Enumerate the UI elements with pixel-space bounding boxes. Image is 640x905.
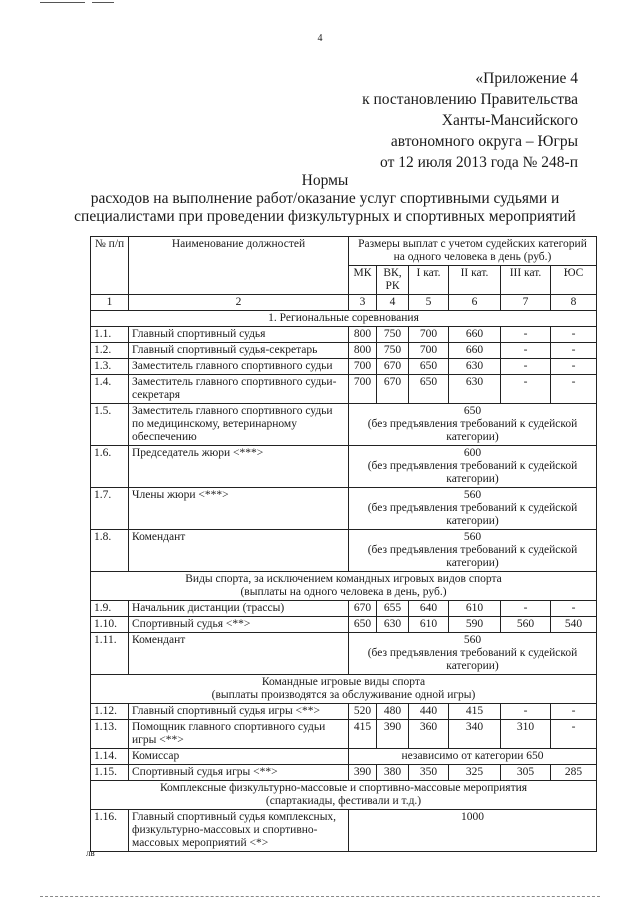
cell-value: 750 (377, 343, 409, 359)
table-row (91, 404, 597, 446)
header-col-iii: III кат. (501, 266, 551, 295)
section-line: Комплексные физкультурно-массовые и спортивно-массовые мероприятия (159, 782, 528, 794)
amount-note: (без предъявления требований к судейской категории) (367, 647, 578, 672)
row-num: 1.2. (91, 343, 129, 359)
row-name: Заместитель главного спортивного судьи (129, 359, 349, 375)
row-name: Спортивный судья <**> (129, 617, 349, 633)
table-row (91, 810, 597, 852)
cell-value: - (551, 704, 597, 720)
cell-value: - (501, 704, 551, 720)
section-line: (спартакиады, фестивали и т.д.) (265, 795, 422, 807)
cell-value: - (501, 359, 551, 375)
row-num: 1.15. (91, 765, 129, 781)
cell-value: 800 (349, 327, 377, 343)
cell-value: 340 (449, 720, 501, 749)
section-title: 1. Региональные соревнования (91, 311, 597, 327)
merged-amount-cell (349, 404, 597, 446)
table-row (91, 530, 597, 572)
annex-block (258, 68, 578, 173)
annex-line: Ханты-Мансийского (441, 112, 578, 129)
annex-line: от 12 июля 2013 года № 248-п (380, 154, 578, 171)
cell-value: 610 (449, 601, 501, 617)
cell-value: 660 (449, 327, 501, 343)
cell-value: 660 (449, 343, 501, 359)
section-line: Виды спорта, за исключением командных игровых видов спорта (185, 573, 502, 585)
cell-value: 630 (449, 359, 501, 375)
amount: 560 (463, 489, 482, 501)
amount: 1000 (349, 810, 597, 852)
amount: независимо от категории 650 (349, 749, 597, 765)
table-row (91, 704, 597, 720)
table-row (91, 765, 597, 781)
row-num: 1.12. (91, 704, 129, 720)
cell-value: - (501, 343, 551, 359)
row-num: 1.13. (91, 720, 129, 749)
row-num: 1.4. (91, 375, 129, 404)
cell-value: 350 (409, 765, 449, 781)
header-col-yus: ЮС (551, 266, 597, 295)
amount: 600 (463, 447, 482, 459)
cell-value: 540 (551, 617, 597, 633)
amount-note: (без предъявления требований к судейской категории) (367, 502, 578, 527)
section-row (91, 675, 597, 704)
cell-value: 700 (349, 359, 377, 375)
section-title (91, 675, 597, 704)
table-row (91, 343, 597, 359)
merged-amount-cell (349, 488, 597, 530)
cell-value: 750 (377, 327, 409, 343)
colnum: 5 (409, 295, 449, 311)
row-name: Помощник главного спортивного судьи игры <**> (129, 720, 349, 749)
cell-value: 520 (349, 704, 377, 720)
row-name: Комендант (129, 530, 349, 572)
row-num: 1.14. (91, 749, 129, 765)
cell-value: - (551, 343, 597, 359)
row-num: 1.7. (91, 488, 129, 530)
cell-value: 610 (409, 617, 449, 633)
cell-value: - (501, 327, 551, 343)
table-row (91, 617, 597, 633)
colnum: 1 (91, 295, 129, 311)
section-title (91, 781, 597, 810)
cell-value: 305 (501, 765, 551, 781)
footer-mark: лв (86, 848, 95, 858)
table-row (91, 720, 597, 749)
header-col-i: I кат. (409, 266, 449, 295)
table-row (91, 375, 597, 404)
colnum: 7 (501, 295, 551, 311)
scan-edge-line (40, 896, 600, 897)
row-num: 1.8. (91, 530, 129, 572)
section-line: (выплаты производятся за обслуживание одной игры) (211, 689, 476, 701)
amount: 560 (463, 531, 482, 543)
row-name: Заместитель главного спортивного судьи по медицинскому, ветеринарному обеспечению (129, 404, 349, 446)
section-title (91, 572, 597, 601)
amount-note: (без предъявления требований к судейской категории) (367, 418, 578, 443)
table-row (91, 446, 597, 488)
section-row (91, 781, 597, 810)
amount-note: (без предъявления требований к судейской категории) (367, 544, 578, 569)
column-numbers-row (91, 295, 597, 311)
header-col-vk: ВК, РК (377, 266, 409, 295)
cell-value: - (551, 375, 597, 404)
row-num: 1.1. (91, 327, 129, 343)
amount: 650 (463, 405, 482, 417)
row-name: Председатель жюри <***> (129, 446, 349, 488)
header-col-mk: МК (349, 266, 377, 295)
scan-edge-line (92, 2, 114, 3)
merged-amount-cell (349, 530, 597, 572)
annex-line: к постановлению Правительства (362, 91, 578, 108)
row-num: 1.11. (91, 633, 129, 675)
cell-value: 390 (377, 720, 409, 749)
section-line: (выплаты на одного человека в день, руб.) (240, 586, 447, 598)
cell-value: - (551, 327, 597, 343)
cell-value: 560 (501, 617, 551, 633)
table-row (91, 633, 597, 675)
cell-value: 630 (449, 375, 501, 404)
merged-amount-cell (349, 633, 597, 675)
cell-value: 650 (409, 375, 449, 404)
colnum: 8 (551, 295, 597, 311)
table-row (91, 488, 597, 530)
cell-value: 650 (409, 359, 449, 375)
section-row (91, 572, 597, 601)
row-name: Комиссар (129, 749, 349, 765)
title-line: специалистами при проведении физкультурных и спортивных мероприятий (74, 208, 576, 225)
cell-value: 415 (449, 704, 501, 720)
page-number: 4 (317, 33, 323, 44)
cell-value: 670 (377, 359, 409, 375)
document-title (60, 172, 590, 226)
title-line: расходов на выполнение работ/оказание услуг спортивными судьями и (90, 190, 560, 207)
header-num: № п/п (91, 237, 129, 295)
colnum: 2 (129, 295, 349, 311)
row-name: Главный спортивный судья игры <**> (129, 704, 349, 720)
annex-line: «Приложение 4 (475, 70, 578, 87)
cell-value: 415 (349, 720, 377, 749)
cell-value: 380 (377, 765, 409, 781)
cell-value: 310 (501, 720, 551, 749)
row-name: Начальник дистанции (трассы) (129, 601, 349, 617)
row-num: 1.10. (91, 617, 129, 633)
header-name: Наименование должностей (129, 237, 349, 295)
norms-table (90, 236, 597, 852)
cell-value: - (551, 601, 597, 617)
row-num: 1.16. (91, 810, 129, 852)
row-name: Главный спортивный судья (129, 327, 349, 343)
cell-value: - (501, 375, 551, 404)
cell-value: 360 (409, 720, 449, 749)
cell-value: 700 (409, 343, 449, 359)
header-payments: Размеры выплат с учетом судейских категорий на одного человека в день (руб.) (349, 237, 597, 266)
section-row (91, 311, 597, 327)
merged-amount-cell (349, 446, 597, 488)
scan-edge-line (40, 2, 85, 3)
header-col-ii: II кат. (449, 266, 501, 295)
row-num: 1.5. (91, 404, 129, 446)
row-name: Комендант (129, 633, 349, 675)
row-name: Заместитель главного спортивного судьи-секретаря (129, 375, 349, 404)
colnum: 6 (449, 295, 501, 311)
table-row (91, 601, 597, 617)
header-row (91, 237, 597, 266)
amount-note: (без предъявления требований к судейской категории) (367, 460, 578, 485)
cell-value: - (551, 720, 597, 749)
cell-value: 670 (349, 601, 377, 617)
cell-value: 650 (349, 617, 377, 633)
row-num: 1.3. (91, 359, 129, 375)
cell-value: 700 (349, 375, 377, 404)
cell-value: 325 (449, 765, 501, 781)
section-line: Командные игровые виды спорта (261, 676, 426, 688)
row-name: Главный спортивный судья-секретарь (129, 343, 349, 359)
row-num: 1.9. (91, 601, 129, 617)
cell-value: 655 (377, 601, 409, 617)
cell-value: 390 (349, 765, 377, 781)
cell-value: 440 (409, 704, 449, 720)
title-line: Нормы (301, 172, 349, 189)
row-name: Главный спортивный судья комплексных, физкультурно-массовых и спортивно-массовых мероприятий <*> (129, 810, 349, 852)
cell-value: 800 (349, 343, 377, 359)
cell-value: 670 (377, 375, 409, 404)
annex-line: автономного округа – Югры (390, 133, 578, 150)
table-row (91, 359, 597, 375)
cell-value: 590 (449, 617, 501, 633)
row-num: 1.6. (91, 446, 129, 488)
cell-value: 285 (551, 765, 597, 781)
cell-value: - (501, 601, 551, 617)
row-name: Члены жюри <***> (129, 488, 349, 530)
colnum: 3 (349, 295, 377, 311)
cell-value: - (551, 359, 597, 375)
table-row (91, 327, 597, 343)
cell-value: 480 (377, 704, 409, 720)
table-row (91, 749, 597, 765)
row-name: Спортивный судья игры <**> (129, 765, 349, 781)
cell-value: 700 (409, 327, 449, 343)
cell-value: 640 (409, 601, 449, 617)
amount: 560 (463, 634, 482, 646)
colnum: 4 (377, 295, 409, 311)
cell-value: 630 (377, 617, 409, 633)
